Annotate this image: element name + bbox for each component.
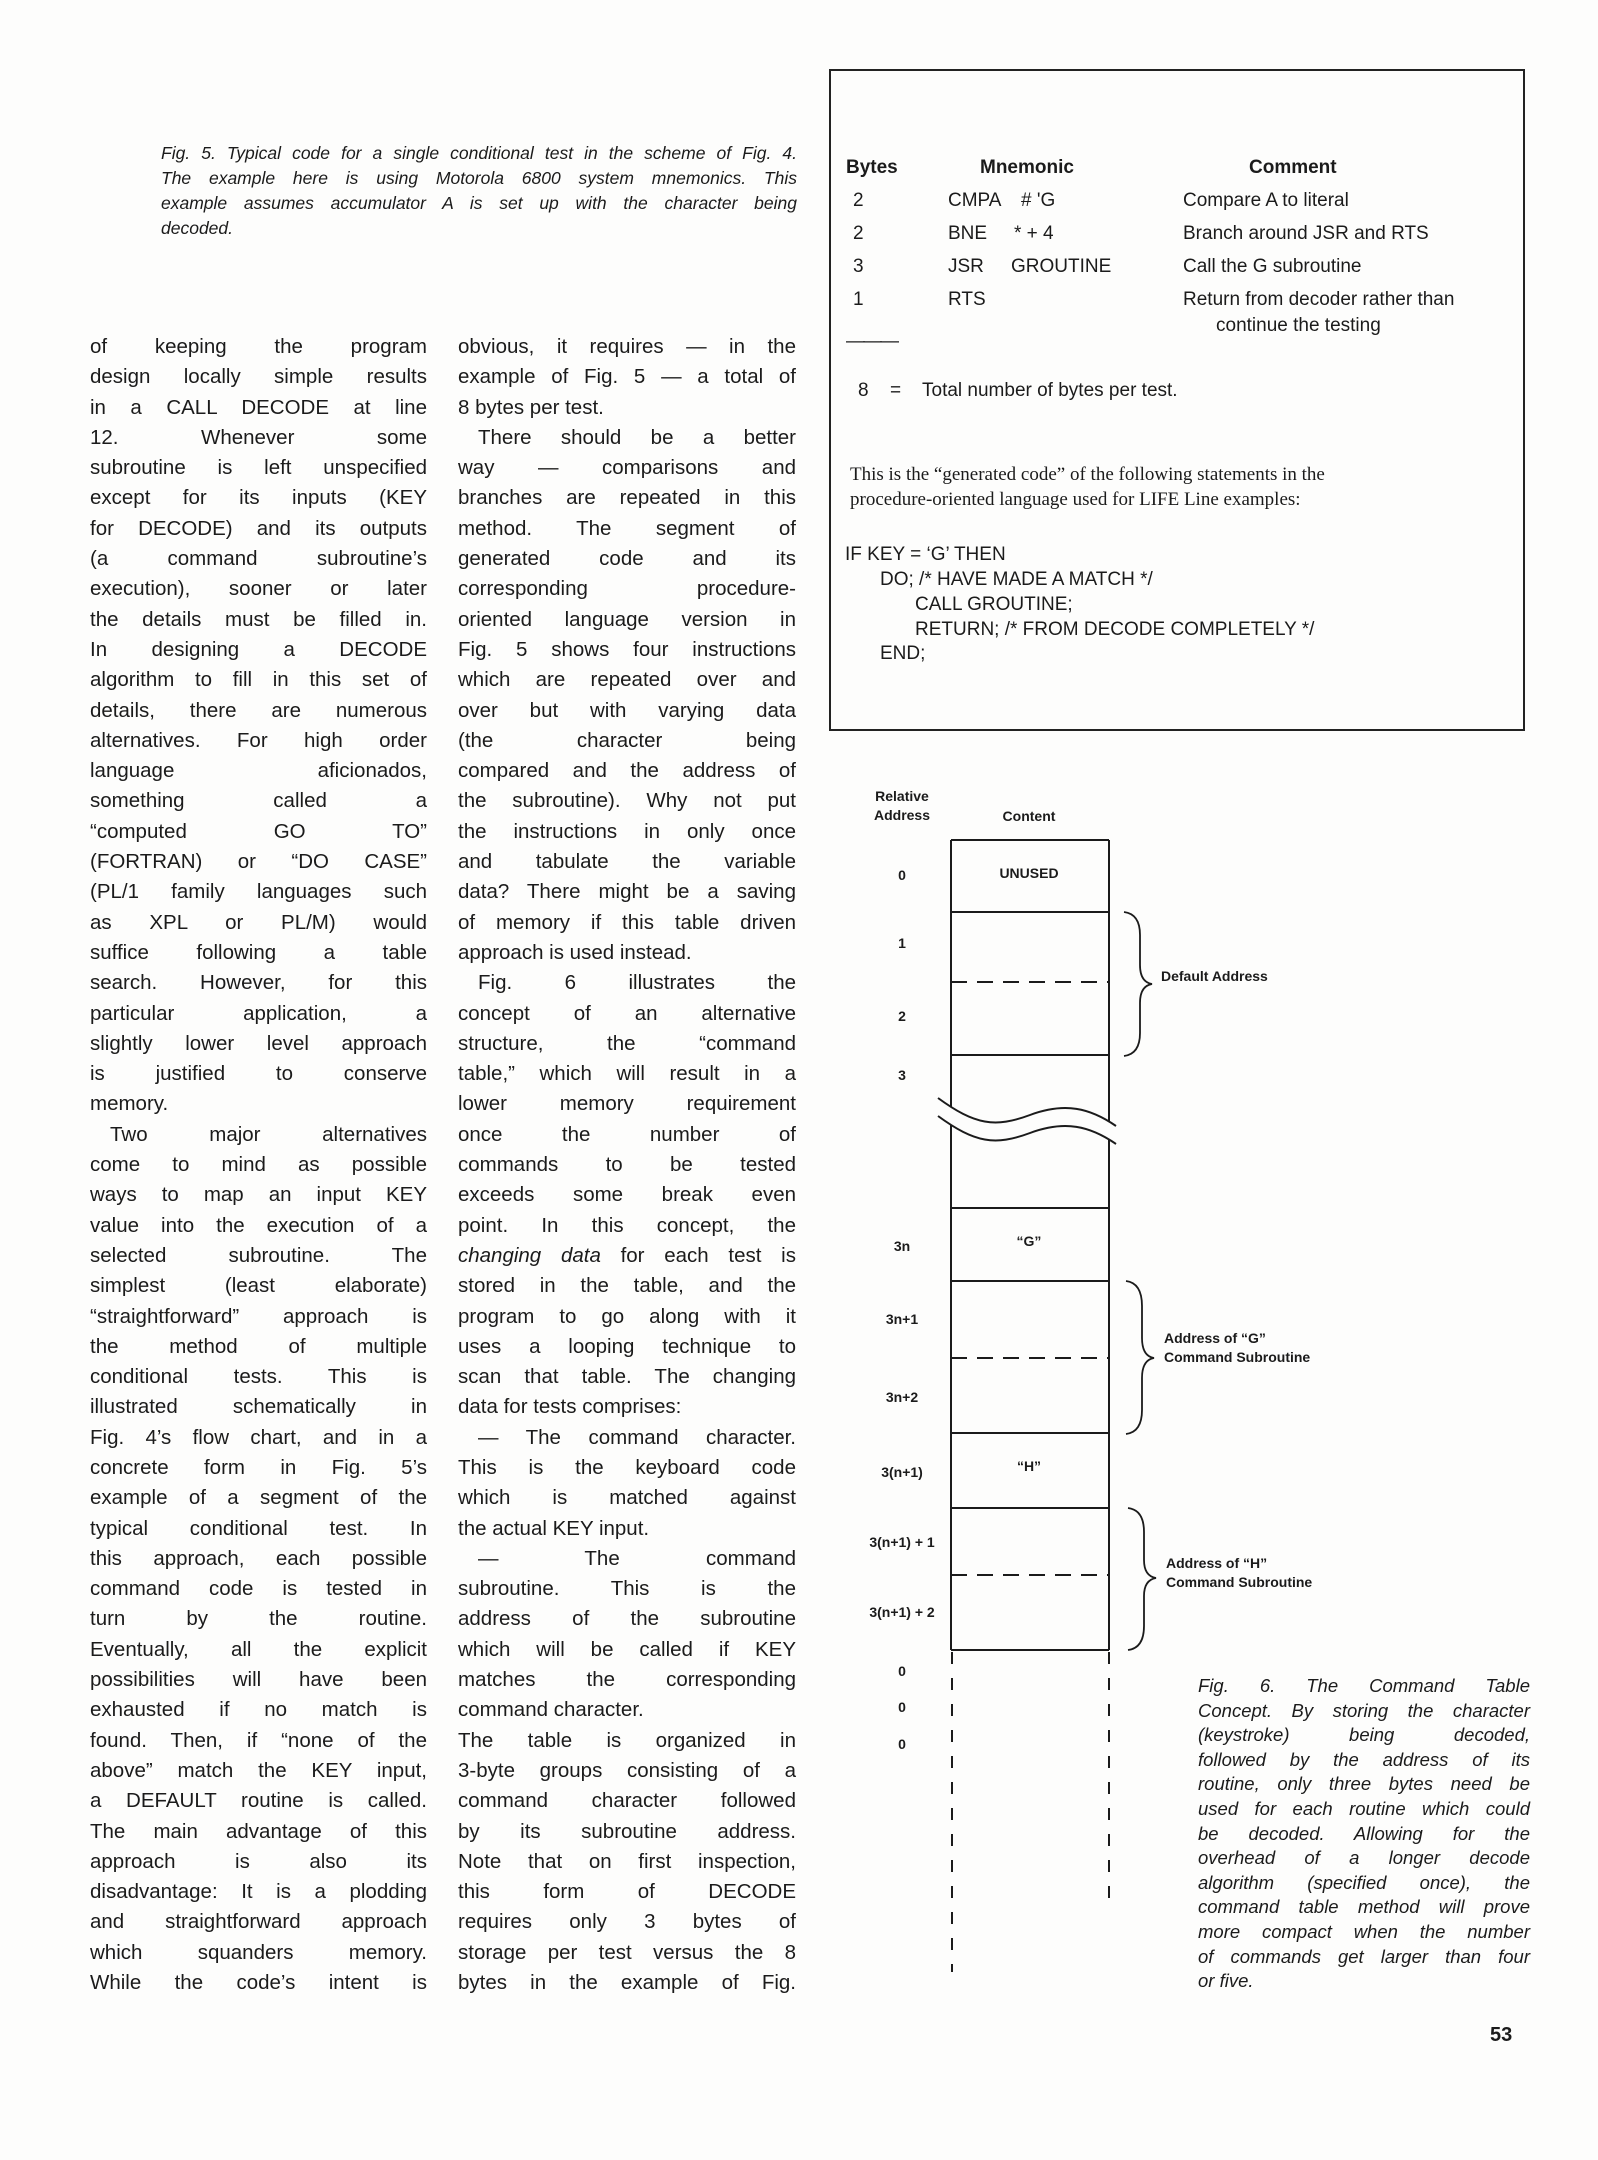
text-line: In designing a DECODE xyxy=(90,637,427,661)
text-line: the details must be filled in. xyxy=(90,607,427,631)
text-line: for DECODE) and its outputs xyxy=(90,516,427,540)
text-line: details, there are numerous xyxy=(90,698,427,722)
row-bytes: 2 xyxy=(853,190,864,211)
row-op: BNE xyxy=(948,223,988,244)
text-line: address of the subroutine xyxy=(458,1607,796,1631)
text-line: While the code’s intent is xyxy=(90,1971,427,1995)
caption-line: or five. xyxy=(1198,1970,1254,1992)
text-line: memory. xyxy=(90,1092,169,1116)
text-line: example of a segment of the xyxy=(90,1486,427,1510)
text-line: compared and the address of xyxy=(458,759,796,783)
label-h-address-line2: Command Subroutine xyxy=(1166,1574,1313,1590)
content-unused: UNUSED xyxy=(999,865,1059,881)
text-line: something called a xyxy=(90,789,427,813)
text-line: Fig. 4’s flow chart, and in a xyxy=(90,1425,427,1449)
text-line: uses a looping technique to xyxy=(458,1334,796,1358)
code-line: DO; /* HAVE MADE A MATCH */ xyxy=(880,569,1153,590)
text-line: and straightforward approach xyxy=(90,1910,427,1934)
text-line: slightly lower level approach xyxy=(90,1031,427,1055)
total-text: Total number of bytes per test. xyxy=(922,380,1178,401)
row-comment-continued: continue the testing xyxy=(1216,315,1381,336)
text-line: — The command xyxy=(478,1546,796,1570)
text-line: 3-byte groups consisting of a xyxy=(458,1758,796,1782)
text-line: This is the keyboard code xyxy=(458,1455,796,1479)
caption-line: Fig. 6. The Command Table xyxy=(1198,1675,1530,1696)
label-g-address-line1: Address of “G” xyxy=(1164,1330,1266,1346)
text-line: structure, the “command xyxy=(458,1031,796,1055)
text-line: exceeds some break even xyxy=(458,1183,796,1207)
caption-line: used for each routine which could xyxy=(1198,1797,1530,1819)
text-line: scan that table. The changing xyxy=(458,1365,796,1389)
sum-separator: ——— xyxy=(846,331,897,352)
text-line: selected subroutine. The xyxy=(90,1243,427,1267)
text-line: (a command subroutine’s xyxy=(90,547,427,571)
code-line: CALL GROUTINE; xyxy=(915,594,1073,615)
text-line: this approach, each possible xyxy=(90,1546,427,1570)
header-mnemonic: Mnemonic xyxy=(980,157,1074,178)
row-op: JSR xyxy=(948,256,984,277)
row-comment: Branch around JSR and RTS xyxy=(1183,223,1429,244)
text-line: come to mind as possible xyxy=(90,1153,427,1177)
text-line: typical conditional test. In xyxy=(90,1516,427,1540)
caption-line: be decoded. Allowing for the xyxy=(1198,1822,1530,1844)
text-line: the instructions in only once xyxy=(458,819,796,843)
text-line: illustrated schematically in xyxy=(90,1395,427,1419)
text-line: example of Fig. 5 — a total of xyxy=(458,365,796,389)
text-line: oriented language version in xyxy=(458,607,796,631)
relative-address-label: 3n+2 xyxy=(885,1389,919,1405)
content-g: “G” xyxy=(1016,1233,1042,1249)
text-line: disadvantage: It is a plodding xyxy=(90,1880,427,1904)
header-bytes: Bytes xyxy=(846,157,898,178)
caption-line: of commands get larger than four xyxy=(1198,1945,1530,1967)
text-line: particular application, a xyxy=(90,1001,427,1025)
text-line: obvious, it requires — in the xyxy=(458,335,796,358)
total-value: 8 xyxy=(858,380,869,401)
text-line: ways to map an input KEY xyxy=(90,1183,427,1207)
text-line: command character followed xyxy=(458,1789,796,1813)
text-line: over but with varying data xyxy=(458,698,796,722)
text-line: by its subroutine address. xyxy=(458,1819,796,1843)
text-line: design locally simple results xyxy=(90,365,427,389)
caption-line: Fig. 5. Typical code for a single conditional test in the scheme of Fig. 4. xyxy=(161,143,797,163)
text-line: exhausted if no match is xyxy=(90,1698,427,1722)
caption-line: routine, only three bytes need be xyxy=(1198,1773,1530,1795)
row-arg: # 'G xyxy=(1021,190,1056,211)
text-line: suffice following a table xyxy=(90,940,427,964)
header-relative: Relative xyxy=(875,788,929,804)
caption-line: overhead of a longer decode xyxy=(1198,1847,1530,1869)
text-line: value into the execution of a xyxy=(90,1213,427,1237)
text-line: in a CALL DECODE at line xyxy=(90,395,427,419)
text-line: this form of DECODE xyxy=(458,1880,796,1904)
caption-line: command table method will prove xyxy=(1198,1896,1530,1918)
text-line: turn by the routine. xyxy=(90,1607,427,1631)
text-line: — The command character. xyxy=(478,1425,796,1449)
text-line: (PL/1 family languages such xyxy=(90,880,427,904)
text-segment: for each test is xyxy=(600,1243,796,1267)
relative-address-label: 0 xyxy=(898,1699,906,1715)
text-line: which is matched against xyxy=(458,1486,796,1510)
text-line: the method of multiple xyxy=(90,1334,427,1358)
label-g-address-line2: Command Subroutine xyxy=(1164,1349,1311,1365)
text-line: concept of an alternative xyxy=(458,1001,796,1025)
text-line: which are repeated over and xyxy=(458,668,796,692)
text-line: (FORTRAN) or “DO CASE” xyxy=(90,850,427,874)
relative-address-label: 3(n+1) xyxy=(881,1464,923,1480)
text-line: Fig. 6 illustrates the xyxy=(478,971,796,995)
text-line: which squanders memory. xyxy=(90,1940,427,1964)
text-line: execution), sooner or later xyxy=(90,577,427,601)
code-line: END; xyxy=(880,643,926,664)
code-line: RETURN; /* FROM DECODE COMPLETELY */ xyxy=(915,619,1315,640)
row-op: CMPA xyxy=(948,190,1002,211)
row-arg: GROUTINE xyxy=(1011,256,1112,277)
text-line: storage per test versus the 8 xyxy=(458,1940,796,1964)
row-comment: Call the G subroutine xyxy=(1183,256,1362,277)
text-line: approach is used instead. xyxy=(458,940,692,964)
text-line: of memory if this table driven xyxy=(458,910,796,934)
row-op: RTS xyxy=(948,289,986,310)
fig6-caption xyxy=(1198,1674,1530,1994)
row-comment: Compare A to literal xyxy=(1183,190,1349,211)
relative-address-label: 3 xyxy=(898,1067,906,1083)
text-line: alternatives. For high order xyxy=(90,728,427,752)
text-line: possibilities will have been xyxy=(90,1668,427,1692)
relative-address-labels xyxy=(869,867,935,1752)
text-line: as XPL or PL/M) would xyxy=(90,910,427,934)
relative-address-label: 0 xyxy=(898,1663,906,1679)
text-line: corresponding procedure- xyxy=(458,577,796,601)
note-line: procedure-oriented language used for LIFE Line examples: xyxy=(850,489,1301,510)
text-line: commands to be tested xyxy=(458,1153,796,1177)
text-line: above” match the KEY input, xyxy=(90,1758,427,1782)
text-line: stored in the table, and the xyxy=(458,1274,796,1298)
text-line: branches are repeated in this xyxy=(458,486,796,510)
text-line: lower memory requirement xyxy=(458,1092,796,1116)
text-line: requires only 3 bytes of xyxy=(458,1910,796,1934)
text-line: approach is also its xyxy=(90,1849,427,1873)
text-line: matches the corresponding xyxy=(458,1668,796,1692)
text-line: of keeping the program xyxy=(90,335,427,358)
row-arg: * + 4 xyxy=(1014,223,1054,244)
text-line: “straightforward” approach is xyxy=(90,1304,427,1328)
text-line: bytes in the example of Fig. xyxy=(458,1971,796,1995)
header-address: Address xyxy=(873,807,931,823)
header-comment: Comment xyxy=(1249,157,1337,178)
text-line: command code is tested in xyxy=(90,1577,427,1601)
header-content: Content xyxy=(1002,808,1056,824)
text-line: data? There might be a saving xyxy=(458,880,796,904)
text-line: the subroutine). Why not put xyxy=(458,789,796,813)
relative-address-label: 3n+1 xyxy=(885,1311,919,1327)
text-line: The main advantage of this xyxy=(90,1819,427,1843)
text-line: which will be called if KEY xyxy=(458,1637,796,1661)
caption-line: (keystroke) being decoded, xyxy=(1198,1724,1530,1746)
row-bytes: 1 xyxy=(853,289,864,310)
relative-address-label: 0 xyxy=(898,1736,906,1752)
text-line: language aficionados, xyxy=(90,759,427,783)
relative-address-label: 3(n+1) + 1 xyxy=(869,1534,935,1550)
text-line: Note that on first inspection, xyxy=(458,1849,796,1873)
text-line: data for tests comprises: xyxy=(458,1395,682,1419)
text-line: Two major alternatives xyxy=(110,1122,427,1146)
relative-address-label: 0 xyxy=(898,867,906,883)
text-line: table,” which will result in a xyxy=(458,1062,796,1086)
text-line: found. Then, if “none of the xyxy=(90,1728,427,1752)
brace-default-address xyxy=(1124,912,1152,1056)
text-line: is justified to conserve xyxy=(90,1062,427,1086)
row-bytes: 3 xyxy=(853,256,864,277)
text-line: (the character being xyxy=(458,728,796,752)
caption-line: Concept. By storing the character xyxy=(1198,1699,1530,1721)
text-line: conditional tests. This is xyxy=(90,1365,427,1389)
row-bytes: 2 xyxy=(853,223,864,244)
relative-address-label: 2 xyxy=(898,1008,906,1024)
text-line: 8 bytes per test. xyxy=(458,395,604,419)
text-line: 12. Whenever some xyxy=(90,425,427,449)
relative-address-label: 3n xyxy=(893,1238,911,1254)
caption-line: decoded. xyxy=(161,218,234,238)
text-line: Fig. 5 shows four instructions xyxy=(458,637,796,661)
text-line: generated code and its xyxy=(458,547,796,571)
brace-h-address xyxy=(1128,1508,1156,1650)
row-comment: Return from decoder rather than xyxy=(1183,289,1455,310)
text-line: and tabulate the variable xyxy=(458,850,796,874)
memory-table xyxy=(938,840,1156,1972)
text-line: simplest (least elaborate) xyxy=(90,1274,427,1298)
text-line: except for its inputs (KEY xyxy=(90,486,427,510)
break-gap xyxy=(938,1098,1116,1144)
caption-line: followed by the address of its xyxy=(1198,1748,1530,1770)
brace-g-address xyxy=(1126,1281,1154,1434)
text-line: concrete form in Fig. 5’s xyxy=(90,1455,427,1479)
text-line: way — comparisons and xyxy=(458,456,796,480)
label-h-address-line1: Address of “H” xyxy=(1166,1555,1268,1571)
total-equals: = xyxy=(890,380,902,401)
text-line: The table is organized in xyxy=(458,1728,796,1752)
caption-line: more compact when the number xyxy=(1198,1920,1530,1942)
text-line: Eventually, all the explicit xyxy=(90,1637,427,1661)
note-line: This is the “generated code” of the following statements in the xyxy=(850,464,1325,485)
relative-address-label: 3(n+1) + 2 xyxy=(869,1604,935,1620)
emphasis-text: changing data xyxy=(458,1243,601,1267)
text-line: command character. xyxy=(458,1698,644,1722)
text-line: a DEFAULT routine is called. xyxy=(90,1789,427,1813)
caption-line: The example here is using Motorola 6800 system mnemonics. This xyxy=(161,168,797,188)
text-line: “computed GO TO” xyxy=(90,819,427,843)
text-line: program to go along with it xyxy=(458,1304,796,1328)
text-line: subroutine is left unspecified xyxy=(90,456,427,480)
text-line: method. The segment of xyxy=(458,516,796,540)
text-line: point. In this concept, the xyxy=(458,1213,796,1237)
caption-line: algorithm (specified once), the xyxy=(1198,1871,1530,1893)
text-line: search. However, for this xyxy=(90,971,427,995)
text-line: There should be a better xyxy=(478,425,796,449)
text-line: algorithm to fill in this set of xyxy=(90,668,427,692)
content-h: “H” xyxy=(1016,1458,1042,1474)
code-line: IF KEY = ‘G’ THEN xyxy=(845,544,1006,565)
text-line: the actual KEY input. xyxy=(458,1516,650,1540)
text-line: subroutine. This is the xyxy=(458,1577,796,1601)
label-default-address: Default Address xyxy=(1161,968,1268,984)
text-line: once the number of xyxy=(458,1122,796,1146)
caption-line: example assumes accumulator A is set up with the character being xyxy=(161,193,797,213)
page-number: 53 xyxy=(1490,2024,1513,2046)
relative-address-label: 1 xyxy=(898,935,906,951)
